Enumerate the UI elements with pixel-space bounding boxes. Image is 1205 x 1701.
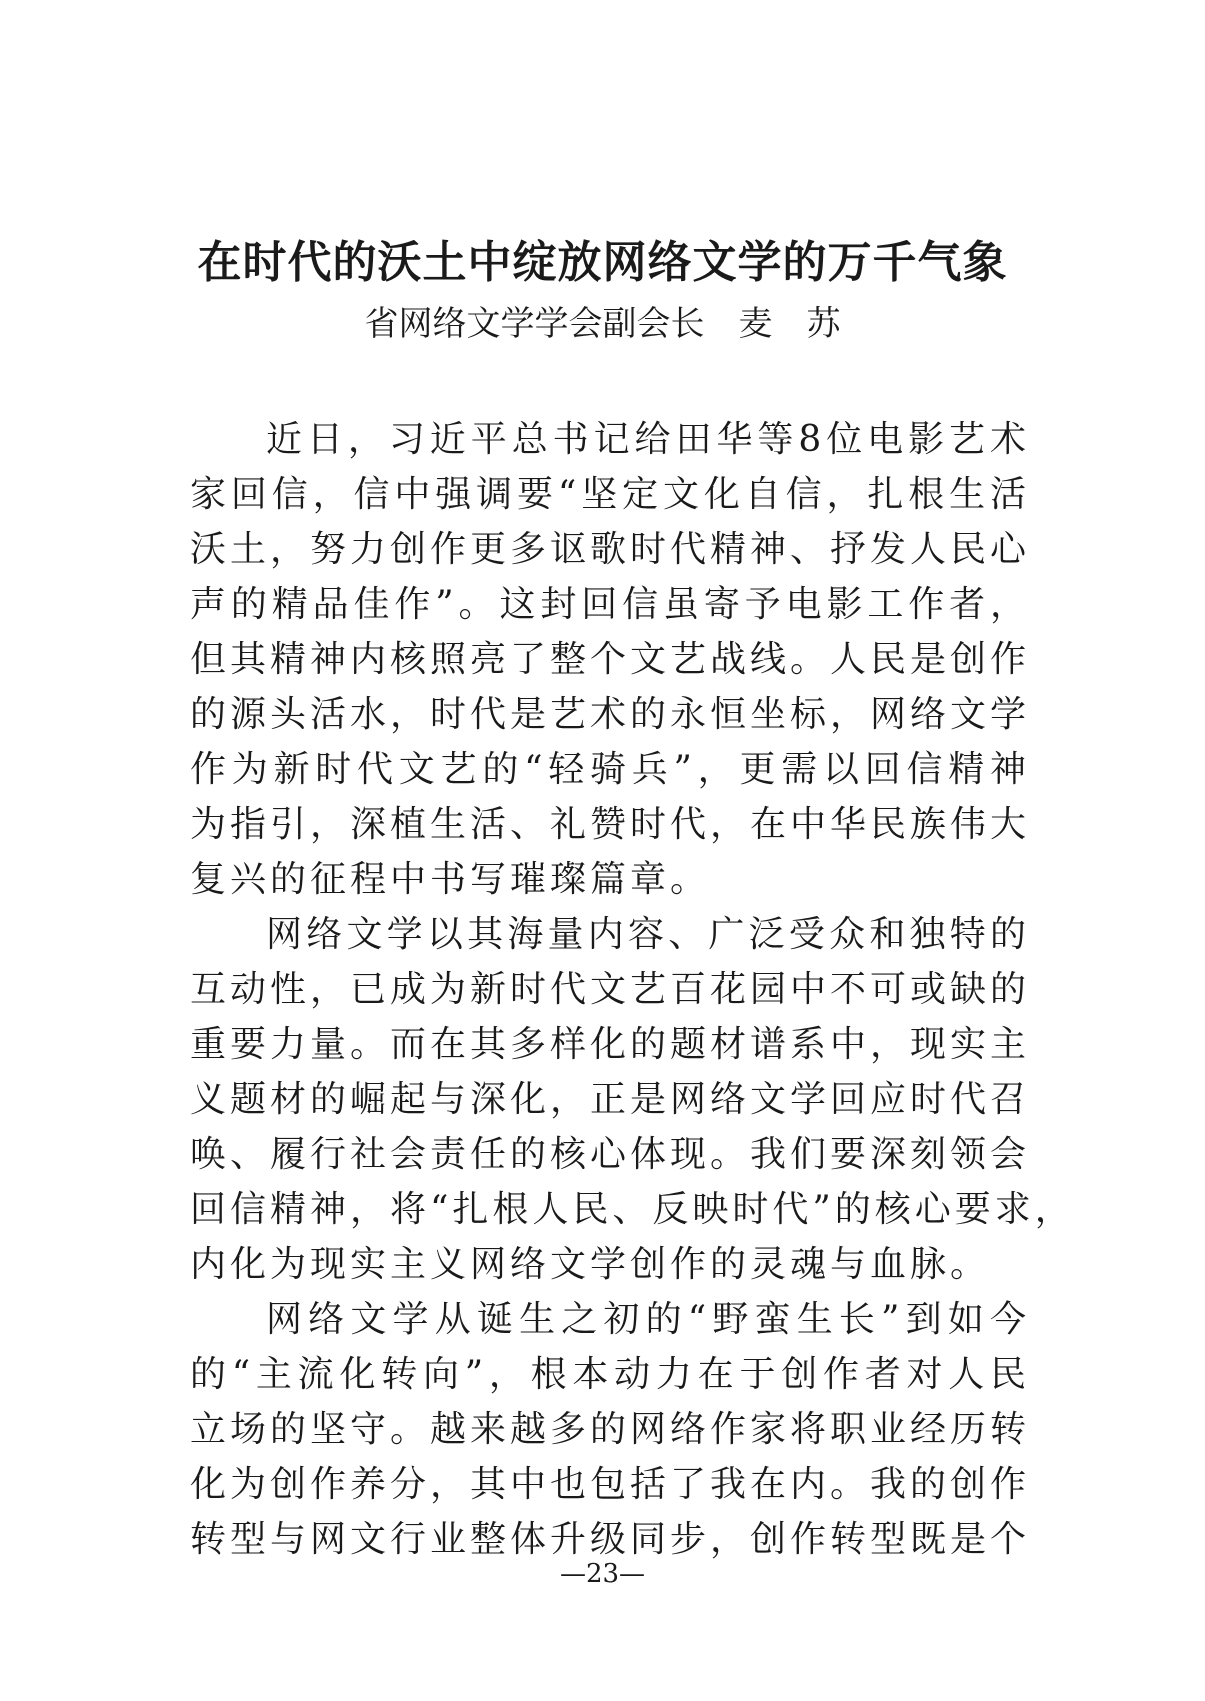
text-line: 声的精品佳作”。这封回信虽寄予电影工作者， — [190, 584, 1030, 625]
text-line: 立场的坚守。越来越多的网络作家将职业经历转 — [190, 1409, 1031, 1450]
text-line: 网络文学以其海量内容、广泛受众和独特的 — [266, 914, 1030, 955]
author-name: 麦 苏 — [738, 304, 841, 344]
article-body — [190, 412, 1075, 1567]
paragraph-1 — [190, 412, 1030, 907]
page-number: —23— — [559, 1559, 646, 1589]
text-line: 重要力量。而在其多样化的题材谱系中，现实主 — [190, 1024, 1031, 1065]
text-line: 沃土，努力创作更多讴歌时代精神、抒发人民心 — [190, 529, 1031, 570]
text-line: 唤、履行社会责任的核心体现。我们要深刻领会 — [190, 1134, 1031, 1175]
text-line: 回信精神，将“扎根人民、反映时代”的核心要求， — [190, 1189, 1075, 1230]
text-line: 近日，习近平总书记给田华等8位电影艺术 — [266, 419, 1030, 460]
text-line: 的源头活水，时代是艺术的永恒坐标，网络文学 — [190, 694, 1031, 735]
text-line: 为指引，深植生活、礼赞时代，在中华民族伟大 — [190, 804, 1031, 845]
text-line: 网络文学从诞生之初的“野蛮生长”到如今 — [266, 1299, 1030, 1340]
author-byline — [0, 300, 1205, 348]
text-line: 化为创作养分，其中也包括了我在内。我的创作 — [190, 1464, 1031, 1505]
text-line: 复兴的征程中书写璀璨篇章。 — [190, 859, 711, 900]
text-line: 转型与网文行业整体升级同步，创作转型既是个 — [190, 1519, 1031, 1560]
author-role: 省网络文学学会副会长 — [364, 304, 705, 344]
paragraph-2 — [190, 907, 1075, 1292]
text-line: 的“主流化转向”，根本动力在于创作者对人民 — [190, 1354, 1030, 1395]
text-line: 义题材的崛起与深化，正是网络文学回应时代召 — [190, 1079, 1031, 1120]
text-line: 但其精神内核照亮了整个文艺战线。人民是创作 — [190, 639, 1031, 680]
text-line: 内化为现实主义网络文学创作的灵魂与血脉。 — [190, 1244, 991, 1285]
paragraph-3 — [190, 1292, 1030, 1567]
article-title: 在时代的沃土中绽放网络文学的万千气象 — [197, 237, 1008, 288]
text-line: 互动性，已成为新时代文艺百花园中不可或缺的 — [190, 969, 1031, 1010]
text-line: 家回信，信中强调要“坚定文化自信，扎根生活 — [190, 474, 1030, 515]
text-line: 作为新时代文艺的“轻骑兵”，更需以回信精神 — [190, 749, 1030, 790]
